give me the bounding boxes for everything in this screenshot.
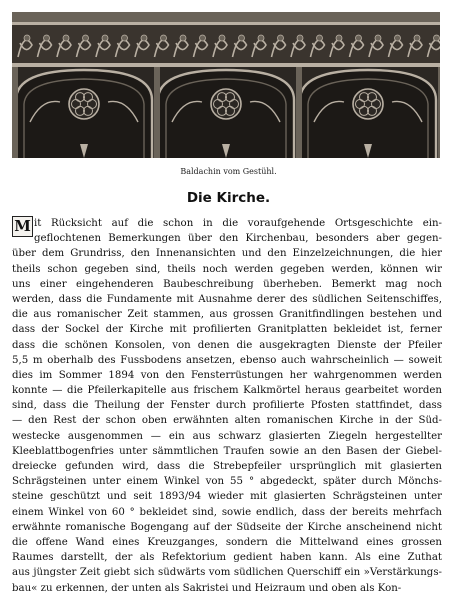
leaf-boss: [317, 35, 323, 41]
leaf-boss: [258, 35, 264, 41]
leaf-boss: [24, 35, 30, 41]
post: [296, 67, 302, 158]
text-line: einem Winkel von 60 ° bekleidet sind, sowie endlich, dass der bereits mehrfach: [12, 506, 442, 518]
text-line: theils schon gegeben sind, theils noch werden gegeben werden, können wir: [12, 263, 442, 275]
leaf-boss: [278, 35, 284, 41]
leaf-boss: [122, 35, 128, 41]
text-line: erwähnte romanische Bogengang auf der Südseite der Kirche anscheinend nicht: [12, 521, 442, 533]
text-line: sind, dass die Theilung der Fenster durch profilierte Pfosten stattfindet, dass: [12, 400, 442, 412]
post: [438, 67, 440, 158]
leaf-boss: [375, 35, 381, 41]
baldachin-illustration: [12, 12, 440, 158]
text-line: werden, dass die Fundamente mit Ausnahme derer des südlichen Seitenschiffes,: [12, 293, 442, 305]
text-line: Raumes darstellt, der als Refektorium gedient haben kann. Als eine Zuthat: [12, 552, 442, 564]
leaf-boss: [239, 35, 245, 41]
rosette: [69, 89, 99, 119]
leaf-boss: [161, 35, 167, 41]
leaf-boss: [63, 35, 69, 41]
leaf-boss: [83, 35, 89, 41]
text-line: bau« zu erkennen, der unten als Sakristei und Heizraum und oben als Kon-: [12, 582, 402, 594]
leaf-boss: [44, 35, 50, 41]
text-line: aus jüngster Zeit giebt sich südwärts vom südlichen Querschiff ein »Verstärkungs-: [12, 567, 442, 579]
figure-caption: Baldachin vom Gestühl.: [180, 167, 277, 176]
leaf-boss: [414, 35, 420, 41]
rosette: [353, 89, 383, 119]
leaf-boss: [297, 35, 303, 41]
leaf-boss: [219, 35, 225, 41]
frieze-moulding: [12, 63, 440, 67]
text-line: konnte — die Pfeilerkapitelle aus frischem Kalkmörtel heraus gearbeitet worden: [12, 385, 442, 397]
leaf-boss: [141, 35, 147, 41]
text-line: Schrägsteinen unter einem Winkel von 55 ° abgedeckt, später durch Mönchs-: [12, 476, 442, 488]
leaf-boss: [395, 35, 401, 41]
cornice-band: [12, 12, 440, 22]
leaf-boss: [200, 35, 206, 41]
leaf-boss: [336, 35, 342, 41]
text-line: westecke ausgenommen — ein aus schwarz glasierten Ziegeln hergestellter: [12, 430, 442, 442]
text-line: dass der Sockel der Kirche mit profilierten Granitplatten bekleidet ist, ferner: [12, 324, 442, 336]
rosette: [211, 89, 241, 119]
leaf-boss: [102, 35, 108, 41]
text-line: uns einer eingehenderen Baubeschreibung überheben. Bemerkt mag noch: [12, 278, 442, 290]
leaf-boss: [356, 35, 362, 41]
body-text: [12, 216, 442, 596]
text-line: die offene Wand eines Kreuzganges, sondern die Mittelwand eines grossen: [12, 536, 442, 548]
text-line: über dem Grundriss, den Innenansichten und den Einzelzeichnungen, die hier: [12, 248, 442, 260]
post: [154, 67, 160, 158]
text-line: die aus romanischer Zeit stammen, aus grossen Granitfindlingen bestehen und: [12, 309, 442, 321]
section-heading: Die Kirche.: [186, 190, 271, 206]
text-line: steine geschützt und seit 1893/94 wieder mit glasierten Schrägsteinen unter: [12, 491, 442, 503]
leaf-boss: [180, 35, 186, 41]
text-line: dies im Sommer 1894 von den Fensterrüstungen her wahrgenommen werden: [12, 369, 442, 381]
text-line: — den Rest der schon oben erwähnten alten romanischen Kirche in der Süd-: [12, 415, 442, 427]
text-line: geflochtenen Bemerkungen über den Kirchenbau, besonders aber gegen-: [34, 233, 442, 245]
text-line: 5,5 m oberhalb des Fussbodens ansetzen, ebenso auch wahrscheinlich — soweit: [12, 354, 442, 366]
leaf-boss: [434, 35, 440, 41]
post: [12, 67, 18, 158]
text-line: Kleeblattbogenfries unter sämmtlichen Traufen sowie an den Basen der Giebel-: [12, 445, 442, 457]
text-line: dass die schönen Konsolen, von denen die ausgekragten Dienste der Pfeiler: [12, 339, 442, 351]
text-line: dreiecke gefunden wird, dass die Strebepfeiler ursprünglich mit glasierten: [12, 461, 442, 472]
drop-cap-initial: M: [12, 216, 33, 237]
cornice-moulding: [12, 22, 440, 25]
baldachin-figure: [12, 12, 440, 158]
text-line: it Rücksicht auf die schon in die voraufgehende Ortsgeschichte ein-: [34, 218, 442, 229]
